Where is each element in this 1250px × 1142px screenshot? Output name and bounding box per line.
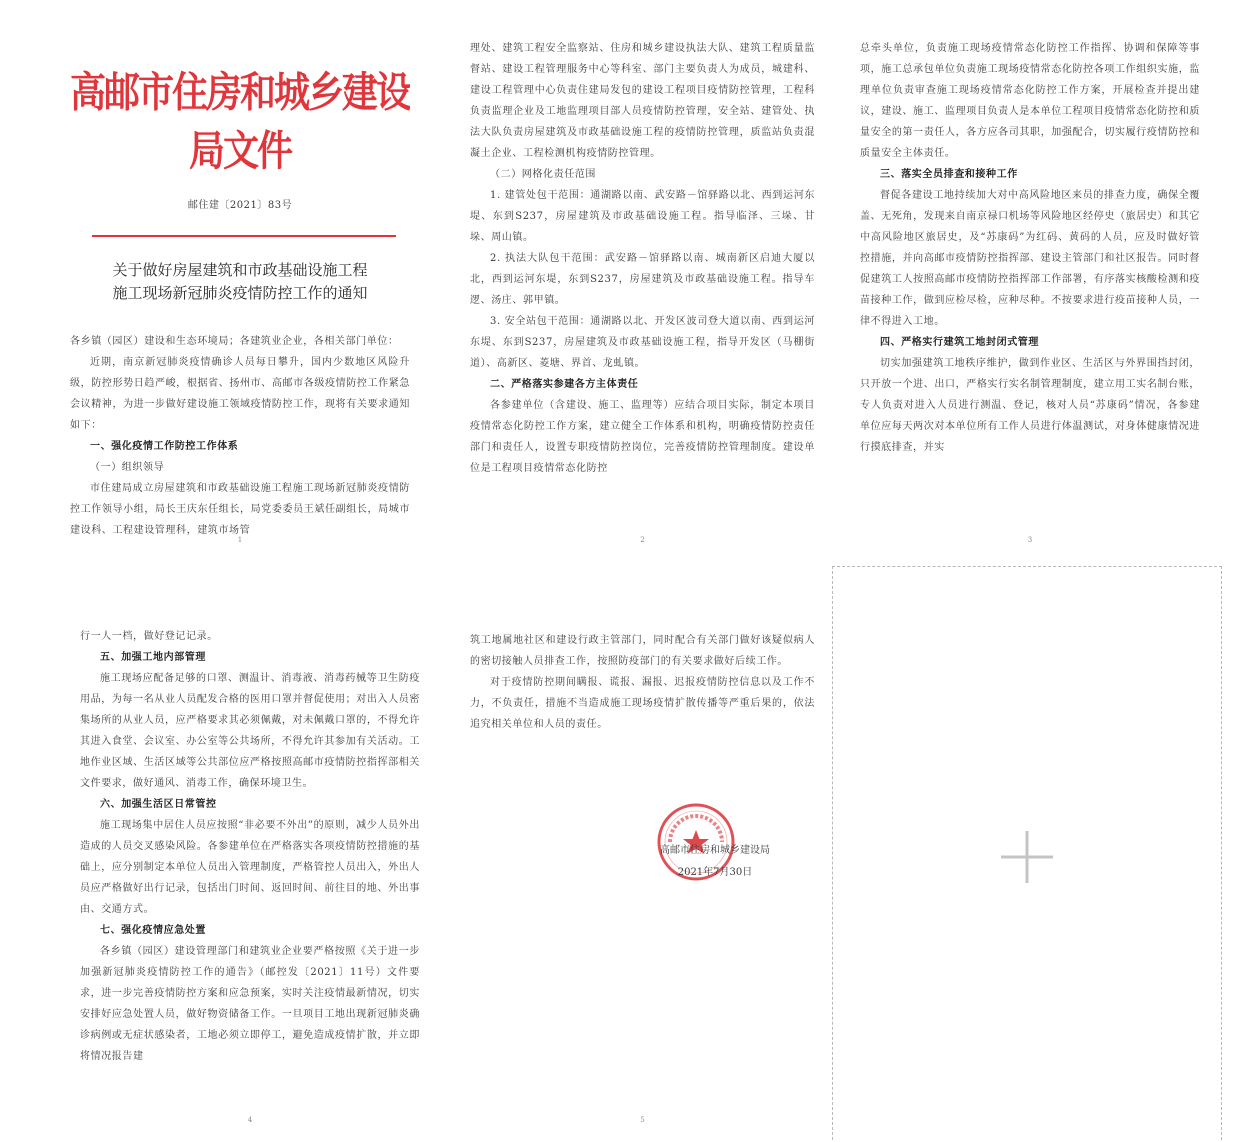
continued-text: 行一人一档，做好登记记录。 <box>80 631 218 642</box>
page-number: 5 <box>640 1116 645 1124</box>
continued-text: 总牵头单位，负责施工现场疫情常态化防控工作指挥、协调和保障等事项，施工总承包单位负责施工现场疫情常态化防控各项工作组织实施，监理单位负责审查施工现场疫情常态化防控工作方案，开展检查并提出建议，建设、施工、监理项目负责人是本单位工程项目疫情常态化防控和质量安全的第一责任人，各方应各司其职，加强配合，切实履行疫情防控和质量安全主体责任。 <box>860 43 1200 159</box>
continued-text: 理处、建筑工程安全监察站、住房和城乡建设执法大队、建筑工程质量监督站、建设工程管理服务中心等科室、部门主要负责人为成员，城建科、建设工程管理中心负责住建局发包的建设工程项目疫情防控管理，工程科负责监理企业及工地监理项目部人员疫情防控管理，安全站、建管处、执法大队负责房屋建筑及市政基础设施工程的疫情防控管理，质监站负责混凝土企业、工程检测机构疫情防控管理。 <box>470 43 815 159</box>
document-header: 高邮市住房和城乡建设局文件 <box>70 68 410 176</box>
document-page-5 <box>470 610 815 1130</box>
section-7-text: 各乡镇（园区）建设管理部门和建筑业企业要严格按照《关于进一步加强新冠肺炎疫情防控工作的通告》（邮控发〔2021〕11号）文件要求，进一步完善疫情防控方案和应急预案，实时关注疫情最新情况，切实安排好应急处置人员，做好物资储备工作。一旦项目工地出现新冠肺炎确诊病例或无症状感染者，工地必须立即停工，避免造成疫情扩散，并立即将情况报告建 <box>80 946 420 1062</box>
page-number: 2 <box>640 536 645 544</box>
recipients: 各乡镇（园区）建设和生态环境局；各建筑业企业，各相关部门单位： <box>70 336 399 347</box>
signature-organization: 高邮市住房和城乡建设局 <box>660 845 770 856</box>
page-number: 1 <box>237 536 243 544</box>
section-5-text: 施工现场应配备足够的口罩、测温计、消毒液、消毒药械等卫生防疫用品，为每一名从业人员配发合格的医用口罩并督促使用；对出入人员密集场所的从业人员，应严格要求其必须佩戴，对未佩戴口罩的，不得允许其进入食堂、会议室、办公室等公共场所，不得允许其参加有关活动。工地作业区域、生活区域等公共部位应严格按照高邮市疫情防控指挥部相关文件要求，做好通风、消毒工作，确保环境卫生。 <box>80 673 420 789</box>
red-divider <box>92 235 396 237</box>
section-2-text: 各参建单位（含建设、施工、监理等）应结合项目实际，制定本项目疫情常态化防控工作方案，建立健全工作体系和机构，明确疫情防控责任部门和责任人，设置专职疫情防控岗位，完善疫情防控管理制度。建设单位是工程项目疫情常态化防控 <box>470 400 815 474</box>
blank-page-placeholder[interactable] <box>832 566 1222 1140</box>
section-4-heading: 四、严格实行建筑工地封闭式管理 <box>880 337 1039 348</box>
page-number: 3 <box>1027 536 1033 544</box>
section-6-heading: 六、加强生活区日常管控 <box>100 799 217 810</box>
section-1-text: 市住建局成立房屋建筑和市政基础设施工程施工现场新冠肺炎疫情防控工作领导小组，局长王庆东任组长，局党委委员王斌任副组长，局城市建设科、工程建设管理科，建筑市场管 <box>70 483 410 536</box>
notice-title-line-1: 关于做好房屋建筑和市政基础设施工程 <box>112 261 368 279</box>
section-3-heading: 三、落实全员排查和接种工作 <box>880 169 1018 180</box>
page-number: 4 <box>247 1116 253 1124</box>
document-page-3 <box>860 30 1200 550</box>
section-6-text: 施工现场集中居住人员应按照“非必要不外出”的原则，减少人员外出造成的人员交叉感染风险。各参建单位在严格落实各项疫情防控措施的基础上，应分别制定本单位人员出入管理制度，严格管控人员出入，外出人员应严格做好出行记录，包括出门时间、返回时间、前往目的地、外出事由、交通方式。 <box>80 820 420 915</box>
notice-title <box>70 259 410 305</box>
document-page-2 <box>470 30 815 550</box>
intro-paragraph: 近期，南京新冠肺炎疫情确诊人员每日攀升，国内少数地区风险升级，防控形势日趋严峻，根据省、扬州市、高邮市各级疫情防控工作紧急会议精神，为进一步做好建设施工领域疫情防控工作，现将有关要求通知如下： <box>70 357 410 431</box>
list-item: 1. 建管处包干范围：通湖路以南、武安路－馆驿路以北、西到运河东堤、东到S237，房屋建筑及市政基础设施工程。指导临泽、三垛、甘垛、周山镇。 <box>470 190 815 243</box>
closing-paragraph: 对于疫情防控期间瞒报、谎报、漏报、迟报疫情防控信息以及工作不力，不负责任，措施不当造成施工现场疫情扩散传播等严重后果的，依法追究相关单位和人员的责任。 <box>470 677 815 730</box>
add-page-icon[interactable] <box>999 829 1055 885</box>
section-4-text: 切实加强建筑工地秩序维护，做到作业区、生活区与外界围挡封闭，只开放一个进、出口，严格实行实名制管理制度，建立用工实名制台账，专人负责对进入人员进行测温、登记，核对人员“苏康码”情况，各参建单位应每天两次对本单位所有工作人员进行体温测试，对身体健康情况进行摸底排查，并实 <box>860 358 1200 453</box>
document-number: 邮住建〔2021〕83号 <box>187 200 293 211</box>
subsection-heading: （二）网格化责任范围 <box>490 169 596 180</box>
document-page-1 <box>70 30 410 550</box>
signature-block <box>630 840 800 884</box>
list-item: 2. 执法大队包干范围：武安路－馆驿路以南、城南新区启迪大厦以北，西到运河东堤，东到S237，房屋建筑及市政基础设施工程。指导车逻、汤庄、郭甲镇。 <box>470 253 815 306</box>
continued-text: 筑工地属地社区和建设行政主管部门，同时配合有关部门做好该疑似病人的密切接触人员排查工作，按照防疫部门的有关要求做好后续工作。 <box>470 635 815 667</box>
notice-title-line-2: 施工现场新冠肺炎疫情防控工作的通知 <box>112 284 368 302</box>
signature-date: 2021年7月30日 <box>677 867 753 878</box>
list-item: 3. 安全站包干范围：通湖路以北、开发区波司登大道以南、西到运河东堤、东到S237，房屋建筑及市政基础设施工程，指导开发区（马棚街道）、高新区、菱塘、界首、龙虬镇。 <box>470 316 815 369</box>
section-1-heading: 一、强化疫情工作防控工作体系 <box>90 441 239 452</box>
section-5-heading: 五、加强工地内部管理 <box>100 652 206 663</box>
document-page-4 <box>80 610 420 1130</box>
section-1-subheading: （一）组织领导 <box>90 462 165 473</box>
section-7-heading: 七、强化疫情应急处置 <box>100 925 206 936</box>
section-2-heading: 二、严格落实参建各方主体责任 <box>490 379 639 390</box>
section-3-text: 督促各建设工地持续加大对中高风险地区来员的排查力度，确保全覆盖、无死角，发现来自南京禄口机场等风险地区经停史（旅居史）和其它中高风险地区旅居史，及“苏康码”为红码、黄码的人员，应及时做好管控措施，并向高邮市疫情防控指挥部、建设主管部门和社区报告。同时督促建筑工人按照高邮市疫情防控指挥部工作部署，有序落实核酸检测和疫苗接种工作，做到应检尽检，应种尽种。不按要求进行疫苗接种人员，一律不得进入工地。 <box>860 190 1200 327</box>
